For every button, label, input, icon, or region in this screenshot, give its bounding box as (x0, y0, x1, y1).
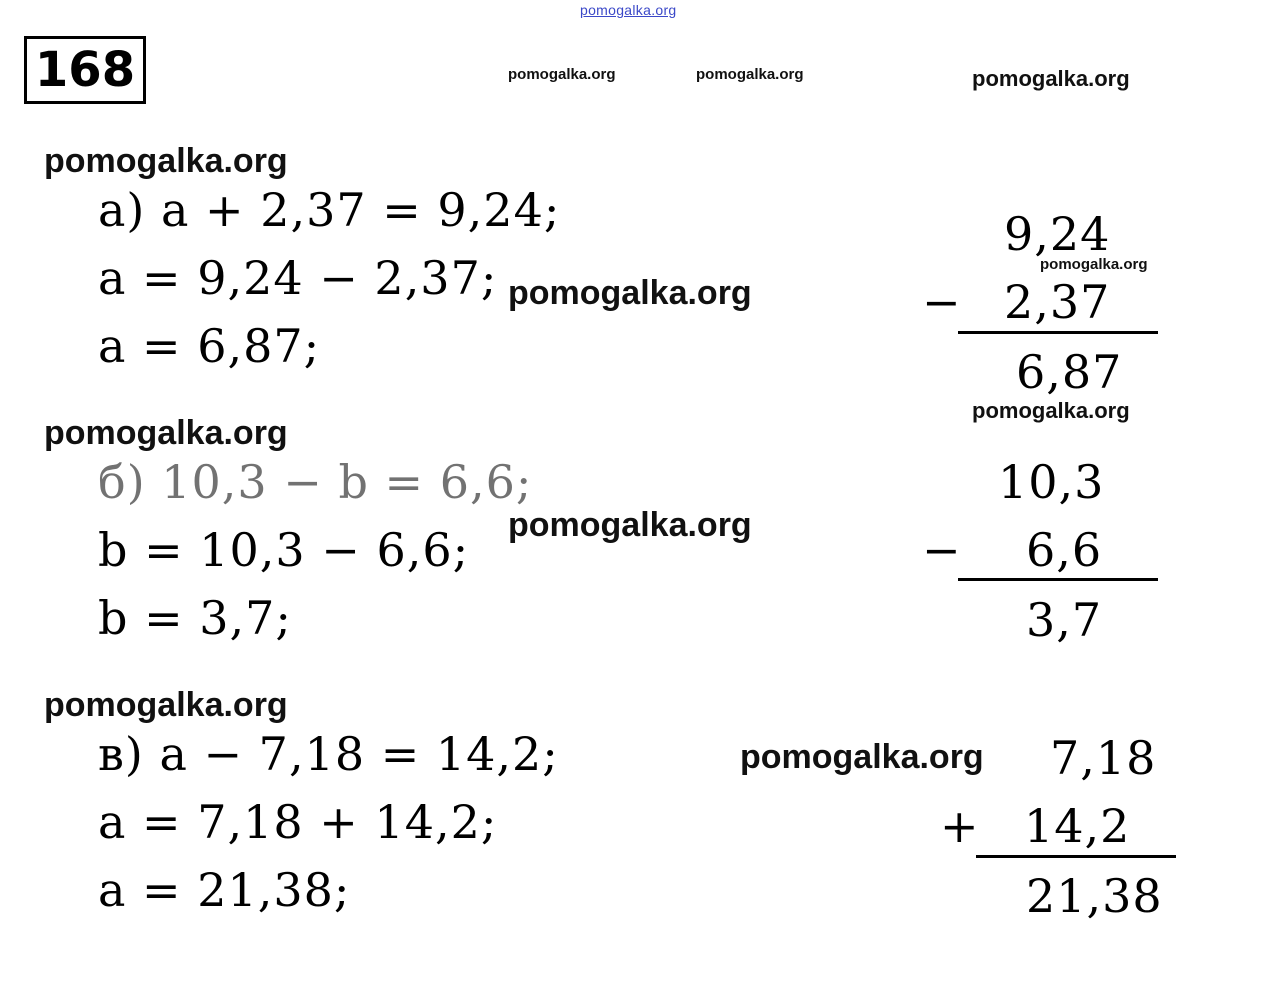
watermark-text: pomogalka.org (972, 66, 1130, 91)
part-a-column-top: 9,24 (1004, 207, 1111, 261)
part-a-line-3: a = 6,87; (98, 319, 321, 373)
watermark-text: pomogalka.org (740, 738, 984, 776)
part-b-column-top: 10,3 (998, 455, 1105, 509)
part-a-line-1: а) a + 2,37 = 9,24; (98, 183, 561, 237)
task-number-box: 168 (24, 36, 146, 104)
part-a-column-bottom: 2,37 (1004, 275, 1111, 329)
watermark-text: pomogalka.org (696, 66, 804, 83)
watermark-text: pomogalka.org (44, 142, 288, 180)
part-c-column-rule (976, 855, 1176, 858)
part-b-column-operator: − (922, 523, 962, 577)
part-c-line-3: a = 21,38; (98, 863, 351, 917)
part-c-column-top: 7,18 (1050, 731, 1157, 785)
part-c-line-2: a = 7,18 + 14,2; (98, 795, 498, 849)
watermark-text: pomogalka.org (44, 414, 288, 452)
part-b-column-rule (958, 578, 1158, 581)
watermark-text: pomogalka.org (972, 398, 1130, 423)
part-a-line-2: a = 9,24 − 2,37; (98, 251, 498, 305)
part-c-column-bottom: 14,2 (1024, 799, 1131, 853)
part-a-column-rule (958, 331, 1158, 334)
part-c-column-result: 21,38 (1026, 869, 1163, 923)
part-b-line-3: b = 3,7; (98, 591, 292, 645)
watermark-text: pomogalka.org (508, 506, 752, 544)
watermark-text: pomogalka.org (508, 274, 752, 312)
part-b-column-bottom: 6,6 (1026, 523, 1103, 577)
part-c-line-1: в) a − 7,18 = 14,2; (98, 727, 559, 781)
part-b-column-result: 3,7 (1026, 593, 1103, 647)
watermark-top-link: pomogalka.org (580, 2, 677, 18)
part-c-column-operator: + (940, 799, 980, 853)
part-a-column-result: 6,87 (1016, 345, 1123, 399)
watermark-text: pomogalka.org (508, 66, 616, 83)
part-b-line-1: б) 10,3 − b = 6,6; (98, 455, 533, 509)
watermark-text: pomogalka.org (1040, 256, 1148, 273)
part-a-column-operator: − (922, 275, 962, 329)
part-b-line-2: b = 10,3 − 6,6; (98, 523, 470, 577)
watermark-text: pomogalka.org (44, 686, 288, 724)
